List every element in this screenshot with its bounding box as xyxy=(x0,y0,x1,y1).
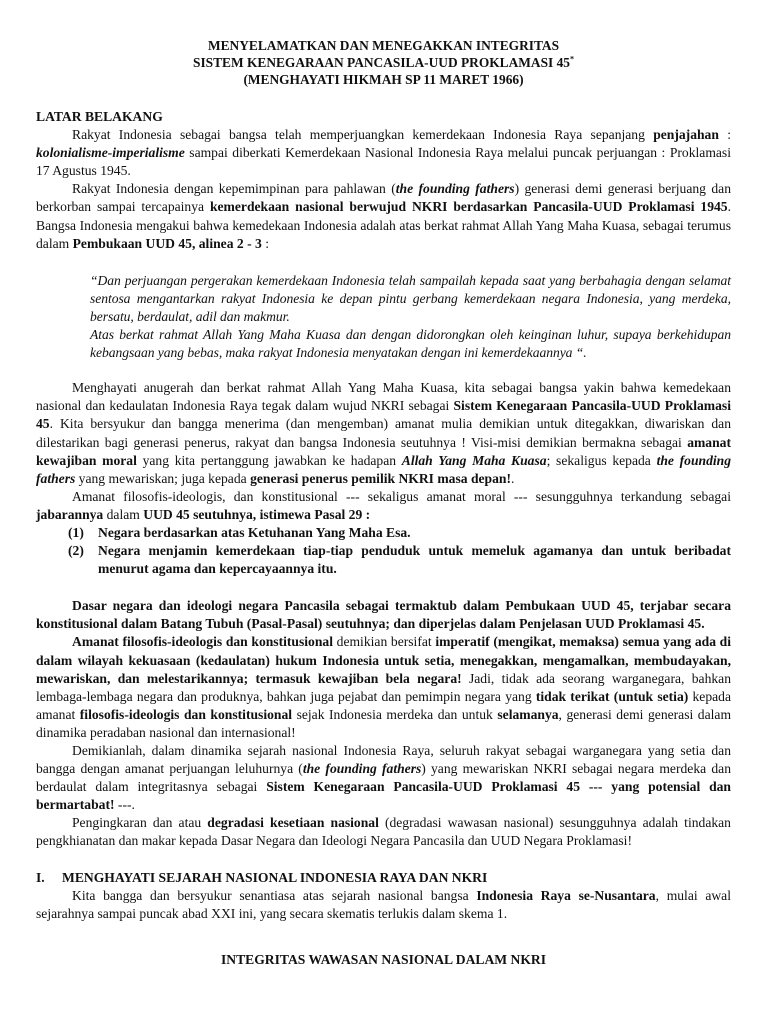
text-run: . Kita bersyukur dan bangga menerima (dan mengemban) amanat mulia demikian untuk ditegakkan, diwariskan dan dilestarikan bagi generasi penerus, rakyat dan bangsa Indonesia seutuhnya ! Visi-misi demikian bermakna sebagai xyxy=(36,416,731,450)
text-run: sejak Indonesia merdeka dan untuk xyxy=(292,706,498,722)
text-run: , mulai awal sejarahnya sampai puncak abad XXI ini, yang secara skematis terlukis dalam skema 1. xyxy=(36,887,731,921)
text-run: , generasi demi generasi dalam dinamika peradaban nasional dan internasional! xyxy=(36,706,732,740)
section-1-paragraph-1 xyxy=(36,887,731,923)
quote-paragraph-1: “Dan perjuangan pergerakan kemerdekaan Indonesia telah sampailah kepada saat yang berbahagia dengan selamat sentosa mengantarkan rakyat Indonesia ke depan pintu gerbang kemerdekaan negara Indonesia, yang merdeka, bersatu, berdaulat, adil dan makmur. xyxy=(90,272,731,324)
text-run-bold: amanat kewajiban moral xyxy=(36,434,731,468)
latar-paragraph-2 xyxy=(36,180,731,252)
text-run: ---. xyxy=(114,797,135,813)
section-1-heading xyxy=(36,869,731,887)
list-item xyxy=(68,542,731,578)
footnote-mark: * xyxy=(569,54,574,64)
text-run: : xyxy=(718,127,731,143)
text-run-bold: Amanat filosofis-ideologis dan konstitusional xyxy=(72,634,333,650)
schema-title: INTEGRITAS WAWASAN NASIONAL DALAM NKRI xyxy=(220,951,547,967)
text-run-bold-italic: the founding fathers xyxy=(302,761,422,777)
text-run: ) yang mewariskan NKRI sebagai negara merdeka dan berdaulat dalam integritasnya sebagai xyxy=(36,761,731,795)
document-title xyxy=(36,37,731,88)
latar-belakang-heading: LATAR BELAKANG xyxy=(36,109,163,124)
text-run-bold: generasi penerus pemilik NKRI masa depan! xyxy=(250,470,511,486)
latar-paragraph-6 xyxy=(36,633,731,742)
quote-paragraph-2: Atas berkat rahmat Allah Yang Maha Kuasa dan dengan didorongkan oleh keinginan luhur, supaya berkehidupan kebangsaan yang bebas, maka rakyat Indonesia menyatakan dengan ini kemerdekaannya “. xyxy=(90,327,731,361)
text-run-bold: imperatif (mengikat, memaksa) semua yang ada di dalam wilayah kekuasaan (kedaulatan) hukum Indonesia untuk setia, menegakkan, mengamalkan, membudayakan, mewariskan, dan melestarikannya; termasuk kewajiban bela negara! xyxy=(36,634,731,686)
list-text: Negara menjamin kemerdekaan tiap-tiap penduduk untuk memeluk agamanya dan untuk beribadat menurut agama dan kepercayaannya itu. xyxy=(98,543,731,577)
text-run: Kita bangga dan bersyukur senantiasa atas sejarah nasional bangsa xyxy=(72,887,477,903)
title-line-2 xyxy=(36,54,731,71)
text-run-bold: filosofis-ideologis dan konstitusional xyxy=(79,706,293,722)
text-run-bold: Dasar negara dan ideologi negara Pancasila sebagai termaktub dalam Pembukaan UUD 45, terjabar secara konstitusional dalam Batang Tubuh (Pasal-Pasal) seutuhnya; dan diperjelas dalam Penjelasan UUD Proklamasi 45. xyxy=(36,598,731,632)
pasal-29-list xyxy=(36,524,731,578)
text-run: dalam xyxy=(103,506,144,522)
text-run-bold-italic: the founding fathers xyxy=(36,452,732,486)
text-run-bold-italic: Allah Yang Maha Kuasa xyxy=(401,452,547,468)
text-run-bold: selamanya xyxy=(497,706,559,722)
text-run: kepada amanat xyxy=(36,688,732,722)
text-run: yang mewariskan; juga kepada xyxy=(75,470,251,486)
text-run: Rakyat Indonesia dengan kepemimpinan para pahlawan ( xyxy=(72,181,396,197)
text-run-bold: degradasi kesetiaan nasional xyxy=(207,815,379,831)
text-run: Amanat filosofis-ideologis, dan konstitusional --- sekaligus amanat moral --- sesungguhnya terkandung sebagai xyxy=(72,488,731,504)
section-title: MENGHAYATI SEJARAH NASIONAL INDONESIA RAYA DAN NKRI xyxy=(62,869,488,885)
list-number: (1) xyxy=(68,524,84,540)
latar-paragraph-8 xyxy=(36,814,731,850)
text-run: . Bangsa Indonesia mengakui bahwa kemedekaan Indonesia adalah atas berkat rahmat Allah Yang Maha Kuasa, sebagai terumus dalam xyxy=(36,199,731,251)
latar-paragraph-7 xyxy=(36,742,731,814)
section-number: I. xyxy=(36,869,45,885)
text-run: Rakyat Indonesia sebagai bangsa telah memperjuangkan kemerdekaan Indonesia Raya sepanjang xyxy=(72,127,654,143)
text-run-bold: kemerdekaan nasional berwujud NKRI berdasarkan Pancasila-UUD Proklamasi 1945 xyxy=(209,199,728,215)
text-run-bold: Pembukaan UUD 45, alinea 2 - 3 xyxy=(72,235,262,251)
text-run: : xyxy=(261,235,270,251)
text-run-bold: Sistem Kenegaraan Pancasila-UUD Proklamasi 45 xyxy=(36,398,731,432)
title-line-2-text: SISTEM KENEGARAAN PANCASILA-UUD PROKLAMASI 45 xyxy=(193,55,570,70)
latar-paragraph-3 xyxy=(36,379,731,488)
text-run-bold: UUD 45 seutuhnya, istimewa Pasal 29 : xyxy=(143,506,371,522)
title-line-3: (MENGHAYATI HIKMAH SP 11 MARET 1966) xyxy=(243,72,524,87)
list-number: (2) xyxy=(68,543,84,559)
text-run-bold: tidak terikat (untuk setia) xyxy=(535,688,689,704)
text-run: sampai diberkati Kemerdekaan Nasional Indonesia Raya melalui puncak perjuangan : Proklamasi 17 Agustus 1945. xyxy=(36,145,731,179)
text-run: demikian bersifat xyxy=(333,634,436,650)
text-run-bold: Indonesia Raya se-Nusantara xyxy=(476,887,656,903)
text-run: Jadi, tidak ada seorang warganegara, bahkan lembaga-lembaga negara dan produknya, bahkan juga pejabat dan pemimpin negara yang xyxy=(36,670,731,704)
latar-paragraph-5 xyxy=(36,597,731,633)
text-run-bold: penjajahan xyxy=(653,127,719,143)
text-run-bold-italic: the founding fathers xyxy=(395,181,515,197)
text-run: ; sekaligus kepada xyxy=(546,452,657,468)
text-run: . xyxy=(511,470,515,486)
list-item xyxy=(68,524,731,542)
latar-paragraph-4 xyxy=(36,488,731,524)
preamble-quote xyxy=(90,272,731,362)
text-run-bold: Sistem Kenegaraan Pancasila-UUD Proklamasi 45 --- yang potensial dan bermartabat! xyxy=(36,779,731,813)
text-run-bold-italic: kolonialisme-imperialisme xyxy=(36,145,185,161)
text-run: yang kita pertanggung jawabkan ke hadapan xyxy=(136,452,402,468)
text-run: Menghayati anugerah dan berkat rahmat Allah Yang Maha Kuasa, kita sebagai bangsa yakin bahwa kemedekaan nasional dan kedaulatan Indonesia Raya tegak dalam wujud NKRI sebagai xyxy=(36,380,731,414)
text-run: Pengingkaran dan atau xyxy=(72,815,208,831)
list-text: Negara berdasarkan atas Ketuhanan Yang Maha Esa. xyxy=(98,524,411,540)
text-run: (degradasi wawasan nasional) sesungguhnya adalah tindakan pengkhianatan dan makar kepada Dasar Negara dan Ideologi Negara Pancasila dan UUD Negara Proklamasi! xyxy=(36,815,731,849)
text-run: Demikianlah, dalam dinamika sejarah nasional Indonesia Raya, seluruh rakyat sebagai warganegara yang setia dan bangga dengan amanat perjuangan leluhurnya ( xyxy=(36,743,731,777)
latar-paragraph-1 xyxy=(36,126,731,180)
title-line-1: MENYELAMATKAN DAN MENEGAKKAN INTEGRITAS xyxy=(207,38,560,53)
text-run: ) generasi demi generasi berjuang dan berkorban sampai tercapainya xyxy=(36,181,731,215)
text-run-bold: jabarannya xyxy=(36,506,104,522)
